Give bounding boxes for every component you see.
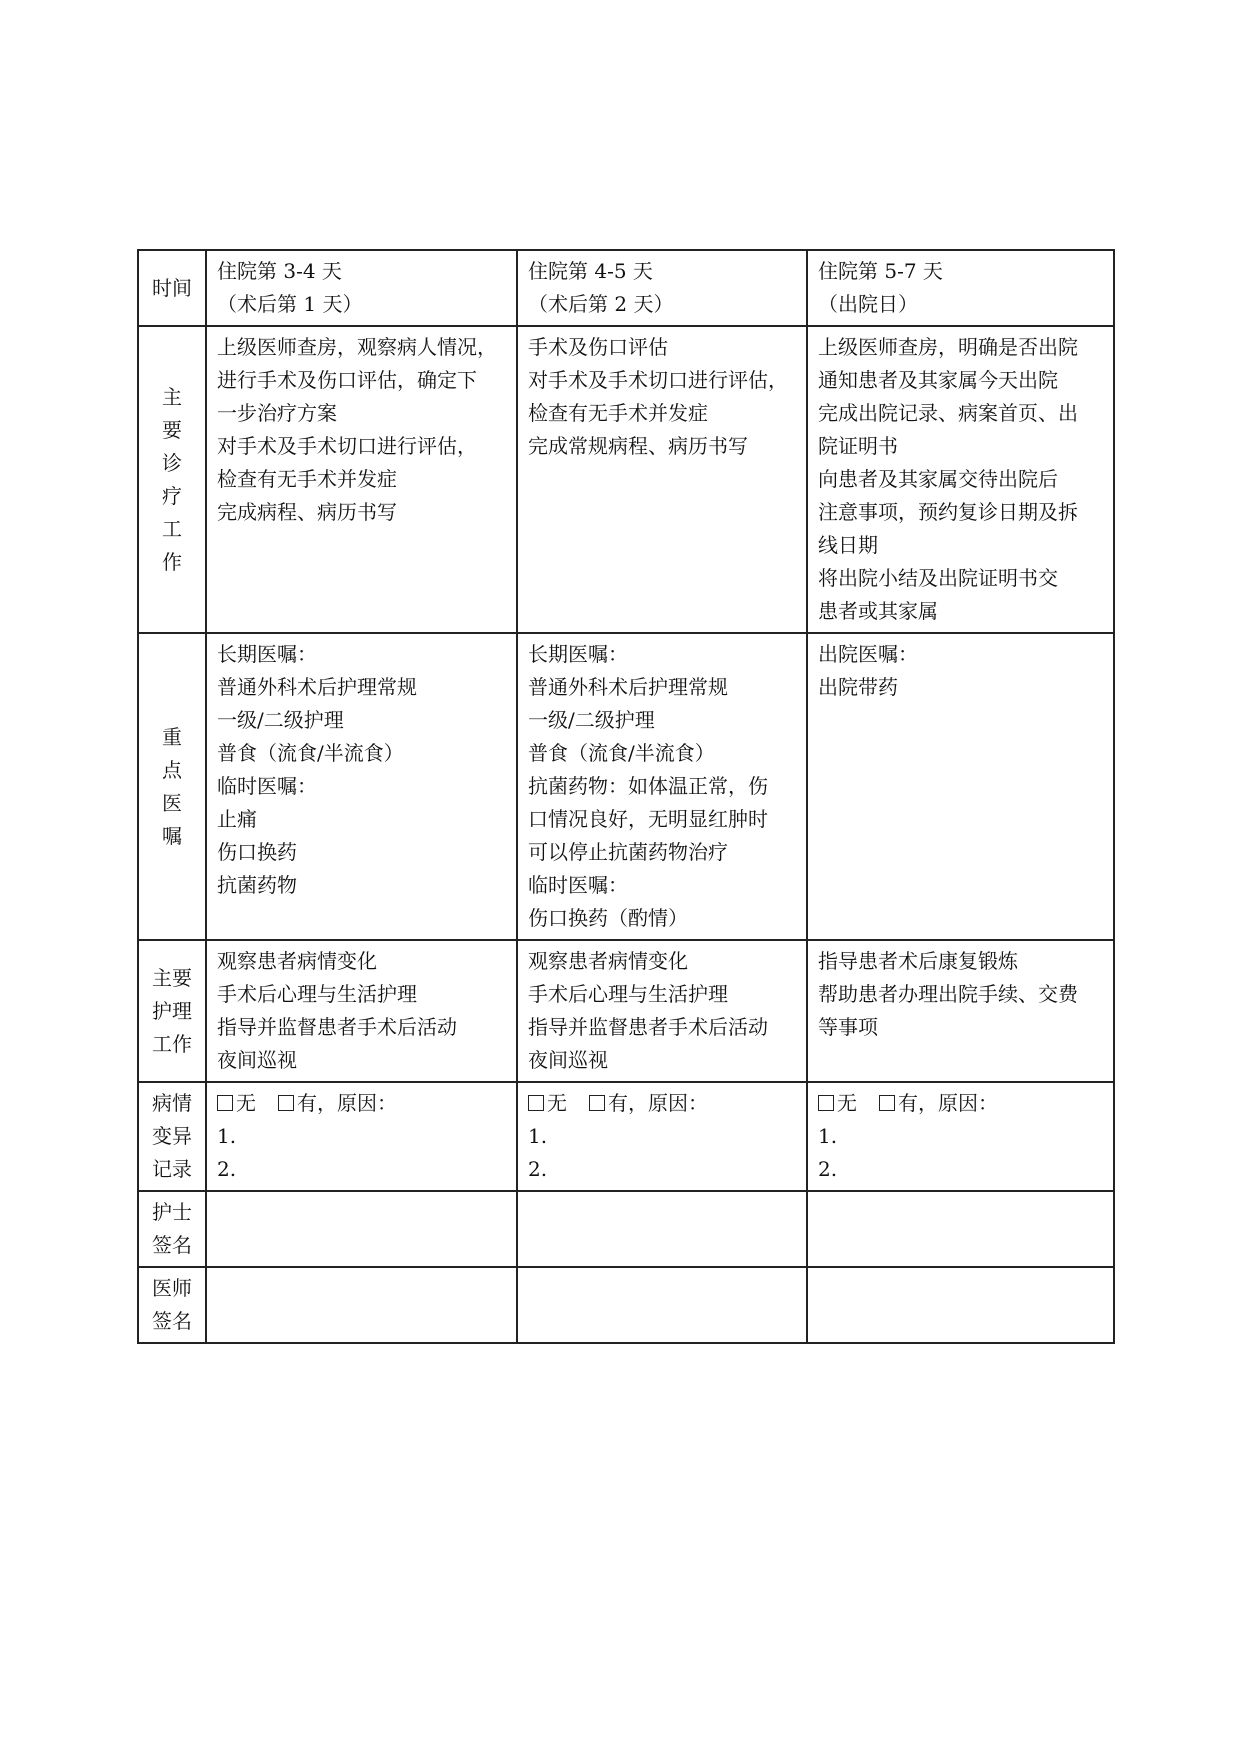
header-day: 住院第 4-5 天 — [528, 259, 653, 283]
checkbox-none[interactable] — [217, 1095, 233, 1111]
header-sub: （出院日） — [818, 292, 918, 316]
checkbox-yes[interactable] — [589, 1095, 605, 1111]
orders-cell-1: 长期医嘱： 普通外科术后护理常规 一级/二级护理 普食（流食/半流食） 临时医嘱： 止痛 伤口换药 抗菌药物 — [206, 633, 517, 940]
nursing-cell-3: 指导患者术后康复锻炼 帮助患者办理出院手续、交费 等事项 — [807, 940, 1114, 1082]
doctor-sign-field-1[interactable] — [206, 1267, 517, 1343]
variation-cell-3: 无 有，原因： 1. 2. — [807, 1082, 1114, 1191]
orders-row — [138, 633, 1114, 940]
doctor-sign-field-3[interactable] — [807, 1267, 1114, 1343]
diagnosis-row — [138, 326, 1114, 633]
checkbox-none[interactable] — [528, 1095, 544, 1111]
nurse-sign-field-1[interactable] — [206, 1191, 517, 1267]
doctor-sign-row — [138, 1267, 1114, 1343]
clinical-pathway-table — [137, 249, 1115, 1344]
header-row — [138, 250, 1114, 326]
orders-cell-2: 长期医嘱： 普通外科术后护理常规 一级/二级护理 普食（流食/半流食） 抗菌药物：如体温正常，伤 口情况良好，无明显红肿时 可以停止抗菌药物治疗 临时医嘱： 伤口换药（酌情） — [517, 633, 807, 940]
checkbox-yes[interactable] — [879, 1095, 895, 1111]
diagnosis-cell-1: 上级医师查房，观察病人情况， 进行手术及伤口评估，确定下 一步治疗方案 对手术及手术切口进行评估， 检查有无手术并发症 完成病程、病历书写 — [206, 326, 517, 633]
nursing-cell-1: 观察患者病情变化 手术后心理与生活护理 指导并监督患者手术后活动 夜间巡视 — [206, 940, 517, 1082]
header-col-1 — [206, 250, 517, 326]
nurse-sign-row — [138, 1191, 1114, 1267]
header-col-3 — [807, 250, 1114, 326]
variation-label: 病情 变异 记录 — [138, 1082, 206, 1191]
header-day: 住院第 5-7 天 — [818, 259, 943, 283]
nursing-cell-2: 观察患者病情变化 手术后心理与生活护理 指导并监督患者手术后活动 夜间巡视 — [517, 940, 807, 1082]
variation-cell-2: 无 有，原因： 1. 2. — [517, 1082, 807, 1191]
time-label: 时间 — [138, 250, 206, 326]
doctor-sign-field-2[interactable] — [517, 1267, 807, 1343]
header-col-2 — [517, 250, 807, 326]
checkbox-none[interactable] — [818, 1095, 834, 1111]
header-sub: （术后第 1 天） — [217, 292, 363, 316]
nursing-label: 主要 护理 工作 — [138, 940, 206, 1082]
header-day: 住院第 3-4 天 — [217, 259, 342, 283]
doctor-sign-label: 医师 签名 — [138, 1267, 206, 1343]
diagnosis-label: 主 要 诊 疗 工 作 — [138, 326, 206, 633]
orders-label: 重 点 医 嘱 — [138, 633, 206, 940]
checkbox-yes[interactable] — [278, 1095, 294, 1111]
nurse-sign-field-2[interactable] — [517, 1191, 807, 1267]
orders-cell-3: 出院医嘱： 出院带药 — [807, 633, 1114, 940]
diagnosis-cell-3: 上级医师查房，明确是否出院 通知患者及其家属今天出院 完成出院记录、病案首页、出 院证明书 向患者及其家属交待出院后 注意事项，预约复诊日期及拆 线日期 将出院小结及出院证明书交 患者或其家属 — [807, 326, 1114, 633]
nursing-row — [138, 940, 1114, 1082]
diagnosis-cell-2: 手术及伤口评估 对手术及手术切口进行评估， 检查有无手术并发症 完成常规病程、病历书写 — [517, 326, 807, 633]
nurse-sign-field-3[interactable] — [807, 1191, 1114, 1267]
nurse-sign-label: 护士 签名 — [138, 1191, 206, 1267]
variation-row — [138, 1082, 1114, 1191]
variation-cell-1: 无 有，原因： 1. 2. — [206, 1082, 517, 1191]
header-sub: （术后第 2 天） — [528, 292, 674, 316]
